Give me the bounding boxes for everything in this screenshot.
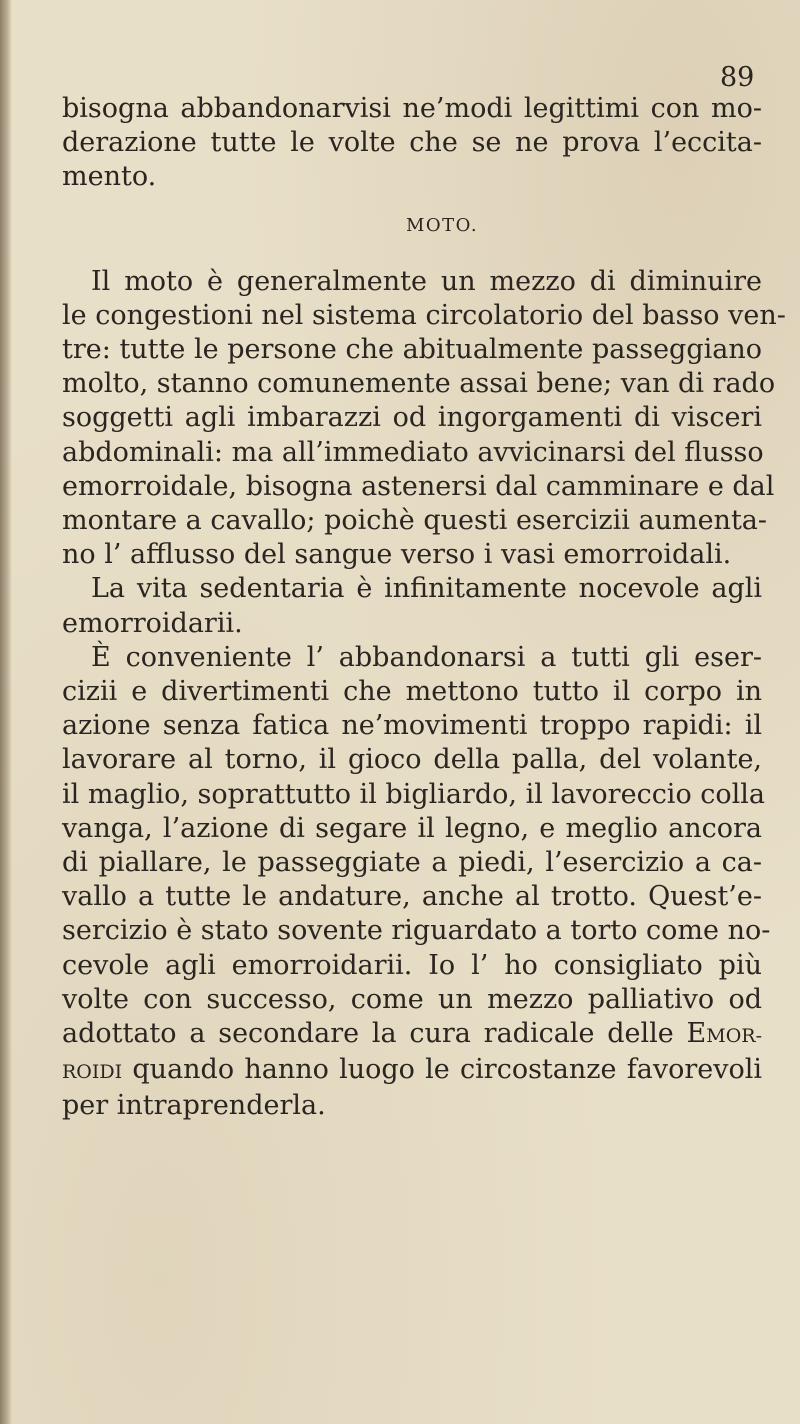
page-binding-edge	[0, 0, 12, 1424]
paragraph-line	[62, 1017, 762, 1053]
paragraph-line: volte con successo, come un mezzo palliativo od	[62, 983, 762, 1015]
intro-line: mento.	[62, 161, 157, 193]
small-caps-text: MOR-	[706, 1025, 762, 1048]
paragraph-line: lavorare al torno, il gioco della palla, del volante,	[62, 744, 762, 776]
paragraph-line: le congestioni nel sistema circolatorio del basso ven-	[62, 299, 786, 331]
text-body	[62, 92, 786, 1124]
paragraph-line: abdominali: ma all’immediato avvicinarsi del flusso	[62, 436, 764, 468]
paragraph-line: La vita sedentaria è infinitamente nocevole agli	[91, 573, 762, 605]
paragraph-line: molto, stanno comunemente assai bene; van di rado	[62, 368, 776, 400]
paragraph-line: Il moto è generalmente un mezzo di diminuire	[91, 265, 762, 297]
line-text: adottato a secondare la cura radicale delle E	[62, 1018, 707, 1050]
paragraph-line	[62, 1053, 762, 1089]
paragraph-line: emorroidarii.	[62, 607, 243, 639]
paragraph-line: vallo a tutte le andature, anche al trotto. Quest’e-	[62, 881, 762, 913]
paragraph-line: soggetti agli imbarazzi od ingorgamenti di visceri	[62, 402, 762, 434]
paragraph-line: cizii e divertimenti che mettono tutto il corpo in	[62, 676, 762, 708]
small-caps-text: ROIDI	[62, 1061, 123, 1084]
paragraph-line: di piallare, le passeggiate a piedi, l’esercizio a ca-	[62, 847, 762, 879]
paragraph-line: per intraprenderla.	[62, 1090, 326, 1122]
paragraph-line: tre: tutte le persone che abitualmente passeggiano	[62, 334, 762, 366]
page-number: 89	[720, 62, 755, 93]
paragraph-line: il maglio, soprattutto il bigliardo, il lavoreccio colla	[62, 778, 766, 810]
intro-line: derazione tutte le volte che se ne prova l’eccita-	[62, 127, 762, 159]
paragraph-line: È conveniente l’ abbandonarsi a tutti gli eser-	[91, 641, 762, 673]
paragraph-line: azione senza fatica ne’movimenti troppo rapidi: il	[62, 710, 762, 742]
paragraph-line: sercizio è stato sovente riguardato a torto come no-	[62, 915, 771, 947]
section-title: MOTO.	[405, 214, 479, 236]
paragraph-line: cevole agli emorroidarii. Io l’ ho consigliato più	[62, 949, 762, 981]
paragraph-line: montare a cavallo; poichè questi esercizii aumenta-	[62, 505, 768, 537]
paragraph-line: no l’ afflusso del sangue verso i vasi emorroidali.	[62, 539, 732, 571]
intro-line: bisogna abbandonarvisi ne’modi legittimi con mo-	[62, 93, 762, 124]
line-text: quando hanno luogo le circostanze favorevoli	[122, 1054, 762, 1086]
paragraph-line: vanga, l’azione di segare il legno, e meglio ancora	[62, 812, 762, 844]
paragraph-line: emorroidale, bisogna astenersi dal camminare e dal	[62, 470, 775, 502]
